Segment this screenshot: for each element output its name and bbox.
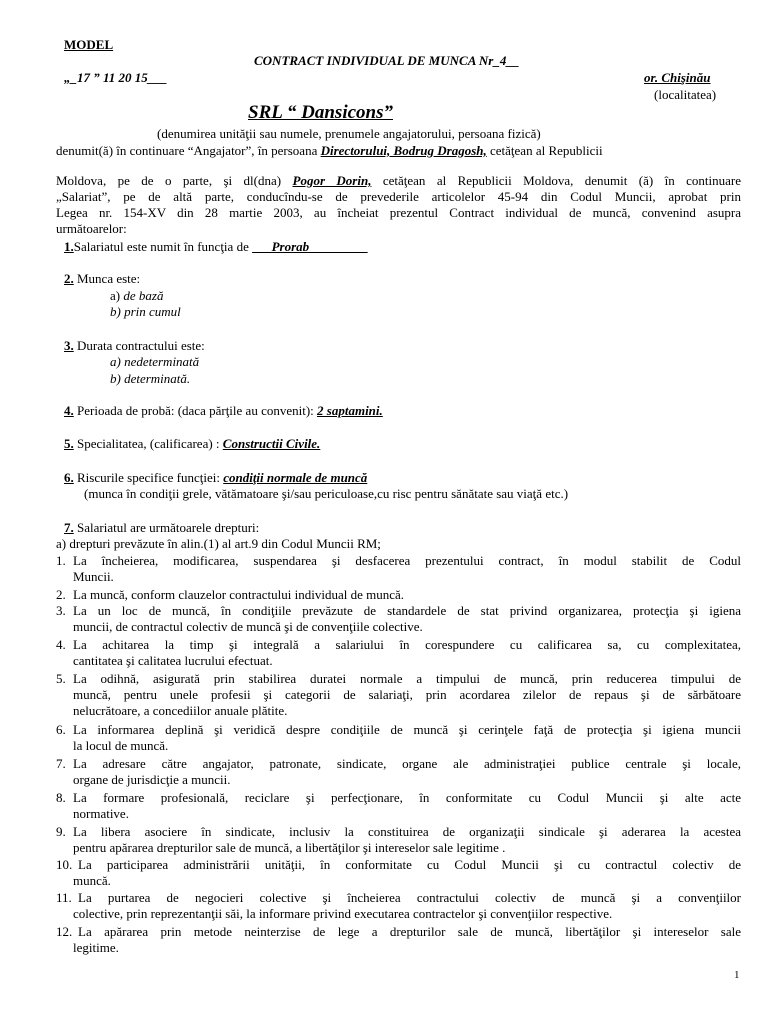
model-label: MODEL	[64, 37, 114, 52]
duration-option-b: b) determinată.	[110, 371, 191, 386]
risk-value: condiţii normale de muncă	[223, 470, 368, 485]
section-5	[64, 436, 320, 451]
intro-line-5: următoarelor:	[56, 221, 127, 236]
item-number: 12.	[56, 924, 73, 939]
item-line: La achitarea la timp şi integrală a salariului în corespundere cu calificarea sa, cu complexitatea,	[73, 637, 741, 652]
risk-note: (munca în condiţii grele, vătămatoare şi/sau periculoase,cu risc pentru sănătate sau viaţă etc.)	[84, 486, 569, 501]
section-number: 4.	[64, 403, 74, 418]
contract-date: „_17 ” 11 20 15___	[64, 70, 168, 85]
intro-text: cetăţean al Republicii Moldova, denumit (ă) în continuare	[371, 173, 741, 188]
section-text: Durata contractului este:	[73, 338, 205, 353]
section-number: 1.	[64, 239, 74, 254]
item-line: La formare profesională, reciclare şi perfecţionare, în conformitate cu Codul Muncii şi alte acte	[73, 790, 741, 805]
item-number: 4.	[56, 637, 66, 652]
section-4	[64, 403, 383, 418]
company-name: SRL “ Dansicons”	[248, 102, 393, 123]
item-number: 6.	[56, 722, 66, 737]
item-number: 9.	[56, 824, 66, 839]
city-note: (localitatea)	[654, 87, 717, 102]
item-number: 8.	[56, 790, 66, 805]
section-6	[64, 470, 367, 485]
item-line: La apărarea prin metode neinterzise de lege a drepturilor sale de muncă, libertăţilor şi intereselor sale	[78, 924, 741, 939]
item-line: La adresare către angajator, patronate, sindicate, organe ale administraţiei publice centrale şi locale,	[73, 756, 741, 771]
item-number: 2.	[56, 587, 66, 602]
item-number: 1.	[56, 553, 66, 568]
specialty-value: Constructii Civile.	[222, 436, 321, 451]
item-line: muncii, de contractul colectiv de muncă şi de convenţiile colective.	[73, 619, 423, 634]
intro-line-1	[56, 143, 603, 158]
intro-line-4: Legea nr. 154-XV din 28 martie 2003, au încheiat prezentul Contract individual de muncă, convenind asupra	[56, 205, 741, 220]
item-line: La participarea administrării unităţii, în conformitate cu Codul Muncii şi cu contractul colectiv de	[78, 857, 741, 872]
item-line: La odihnă, asigurată prin stabilirea duratei normale a timpului de muncă, prin reducerea timpului de	[73, 671, 741, 686]
item-number: 5.	[56, 671, 66, 686]
option-label: a)	[110, 288, 124, 303]
intro-text: cetăţean al Republicii	[486, 143, 603, 158]
contract-city: or. Chişinău	[644, 70, 711, 85]
item-line: La purtarea de negocieri colective şi încheierea contractului colectiv de muncă şi a convenţiilor	[78, 890, 741, 905]
item-number: 11.	[56, 890, 72, 905]
item-line: La muncă, conform clauzelor contractului individual de muncă.	[73, 587, 405, 602]
item-line: cantitatea şi calitatea lucrului efectuat.	[73, 653, 273, 668]
position-value: Prorab	[252, 239, 368, 254]
item-number: 7.	[56, 756, 66, 771]
item-line: la locul de muncă.	[73, 738, 169, 753]
item-number: 10.	[56, 857, 73, 872]
option-text: de bază	[123, 288, 164, 303]
contract-title: CONTRACT INDIVIDUAL DE MUNCA Nr_4__	[254, 53, 520, 68]
section-number: 3.	[64, 338, 74, 353]
section-number: 7.	[64, 520, 74, 535]
intro-text: denumit(ă) în continuare “Angajator”, în persoana	[56, 143, 321, 158]
item-line: La încheierea, modificarea, suspendarea şi desfacerea prezentului contract, în modul stabilit de Codul	[73, 553, 741, 568]
intro-text: Moldova, pe de o parte, şi dl(dna)	[56, 173, 293, 188]
page-number: 1	[734, 969, 740, 981]
item-line: Muncii.	[73, 569, 114, 584]
item-line: organe de jurisdicţie a muncii.	[73, 772, 231, 787]
section-number: 6.	[64, 470, 74, 485]
item-line: legitime.	[73, 940, 119, 955]
section-3	[64, 338, 205, 353]
section-text: Perioada de probă: (daca părţile au convenit):	[73, 403, 318, 418]
intro-line-3: „Salariat”, pe de altă parte, conducîndu-se de prevederile articolelor 45-94 din Codul Muncii, aprobat prin	[56, 189, 741, 204]
section-text: Munca este:	[73, 271, 141, 286]
employee-name: Pogor Dorin,	[292, 173, 372, 188]
duration-option-a: a) nedeterminată	[110, 354, 200, 369]
section-2	[64, 271, 140, 286]
probation-value: 2 saptamini.	[317, 403, 383, 418]
item-line: muncă.	[73, 873, 111, 888]
section-text: Specialitatea, (calificarea) :	[73, 436, 223, 451]
section-text: Salariatul este numit în funcţia de	[73, 239, 253, 254]
item-line: La informarea deplină şi veridică despre condiţiile de muncă şi cerinţele faţă de protecţia şi igiena muncii	[73, 722, 741, 737]
section-1	[64, 239, 368, 254]
item-line: muncă, pentru unele profesii şi categorii de salariaţi, prin acordarea zilelor de repaus şi de sărbătoare	[73, 687, 741, 702]
item-line: normative.	[73, 806, 129, 821]
item-line: pentru apărarea drepturilor sale de muncă, a libertăţilor şi intereselor sale legitime .	[73, 840, 506, 855]
section-text: Riscurile specifice funcţiei:	[73, 470, 224, 485]
company-name-note: (denumirea unităţii sau numele, prenumele angajatorului, persoana fizică)	[157, 126, 541, 141]
director-name: Directorului, Bodrug Dragosh,	[320, 143, 487, 158]
item-line: La un loc de muncă, în condiţiile prevăzute de standardele de stat privind organizarea, protecţia şi igiena	[73, 603, 741, 618]
item-line: La libera asociere în sindicate, inclusiv la constituirea de organizaţii sindicale şi aderarea la acestea	[73, 824, 741, 839]
work-option-b: b) prin cumul	[110, 304, 181, 319]
work-option-a	[110, 288, 163, 303]
item-line: nelucrătoare, a concediilor anuale plătite.	[73, 703, 288, 718]
section-text: Salariatul are următoarele drepturi:	[73, 520, 260, 535]
intro-line-2	[56, 173, 741, 188]
section-number: 5.	[64, 436, 74, 451]
section-7	[64, 520, 259, 535]
item-number: 3.	[56, 603, 66, 618]
item-line: colective, prin reprezentanţii săi, la informare privind executarea contractelor şi convenţiilor respective.	[73, 906, 613, 921]
rights-subheading: a) drepturi prevăzute în alin.(1) al art.9 din Codul Muncii RM;	[56, 536, 381, 551]
section-number: 2.	[64, 271, 74, 286]
